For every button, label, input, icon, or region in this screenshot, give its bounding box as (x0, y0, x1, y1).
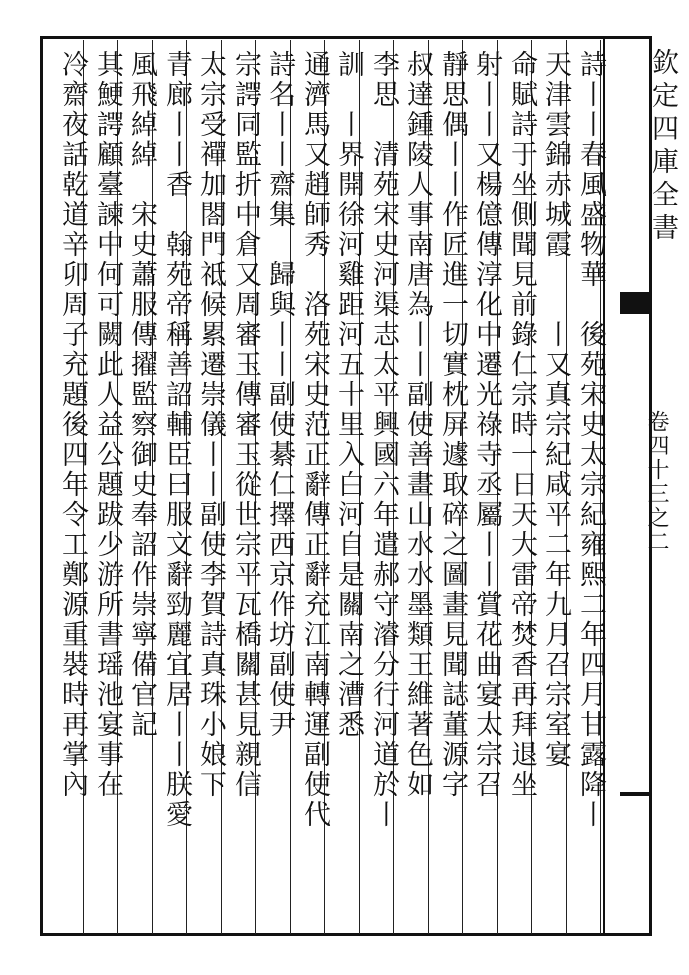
text-column (190, 50, 230, 930)
column-text: 通濟馬又趙師秀 洛苑宋史范正辭傳正辭充江南轉運副使代 (299, 50, 330, 830)
text-column (225, 50, 265, 930)
column-text: 冷齋夜話乾道辛卯周子充題後四年令工鄭源重裝時再掌內 (57, 50, 88, 800)
text-column (294, 50, 334, 930)
text-column (466, 50, 506, 930)
column-text: 宗諤同監折中倉又周審玉傳審玉從世宗平瓦橋關甚見親信 (230, 50, 261, 800)
text-column (52, 50, 92, 930)
column-text: 射丨丨又楊億傳淳化中遷光祿寺丞屬丨丨賞花曲宴太宗召 (471, 50, 502, 800)
column-text: 詩名丨丨齋集 歸與丨丨副使綦仁擇西京作坊副使尹 (264, 50, 295, 740)
text-column (570, 50, 610, 930)
column-text: 天津雲錦赤城霞 丨又真宗紀咸平二年九月召宗室宴 (540, 50, 571, 770)
gutter-mark-bottom (620, 792, 652, 796)
volume-label: 卷四十三之二 (644, 410, 669, 554)
column-text: 太宗受禪加閤門祗候累遷崇儀丨丨副使李賀詩真珠小娘下 (195, 50, 226, 800)
book-title: 欽定四庫全書 (647, 48, 678, 246)
column-text: 李思 清苑宋史河渠志太平興國六年遣郝守濬分行河道於丨 (368, 50, 399, 830)
text-column (259, 50, 299, 930)
text-column (156, 50, 196, 930)
text-column (535, 50, 575, 930)
column-text: 其鯁諤顧臺諫中何可闕此人益公題跋少游所書瑶池宴事在 (92, 50, 123, 800)
column-text: 叔達鍾陵人事南唐為丨丨副使善畫山水水墨類王維著色如 (402, 50, 433, 800)
column-text: 青廊丨丨香 翰苑帝稱善詔輔臣曰服文辭勁麗宜居丨丨朕愛 (161, 50, 192, 830)
text-column (328, 50, 368, 930)
column-text: 風飛綽綽 宋史蕭服傳擢監察御史奉詔作崇寧備官記 (126, 50, 157, 740)
column-text: 訓 丨界開徐河雞距河五十里入白河自是關南之漕悉 (333, 50, 364, 740)
text-column (432, 50, 472, 930)
text-column (501, 50, 541, 930)
gutter-mark-top (620, 292, 652, 314)
column-text: 靜思偶丨丨作匠進一切實枕屏遽取碎之圖畫見聞誌董源字 (437, 50, 468, 800)
column-text: 詩丨丨春風盛物華 後苑宋史太宗紀雍熙二年四月甘露降丨 (575, 50, 606, 830)
text-column (87, 50, 127, 930)
text-column (397, 50, 437, 930)
column-text: 命賦詩于坐側聞見前錄仁宗時一日天大雷帝焚香再拜退坐 (506, 50, 537, 800)
text-column (121, 50, 161, 930)
text-column (363, 50, 403, 930)
